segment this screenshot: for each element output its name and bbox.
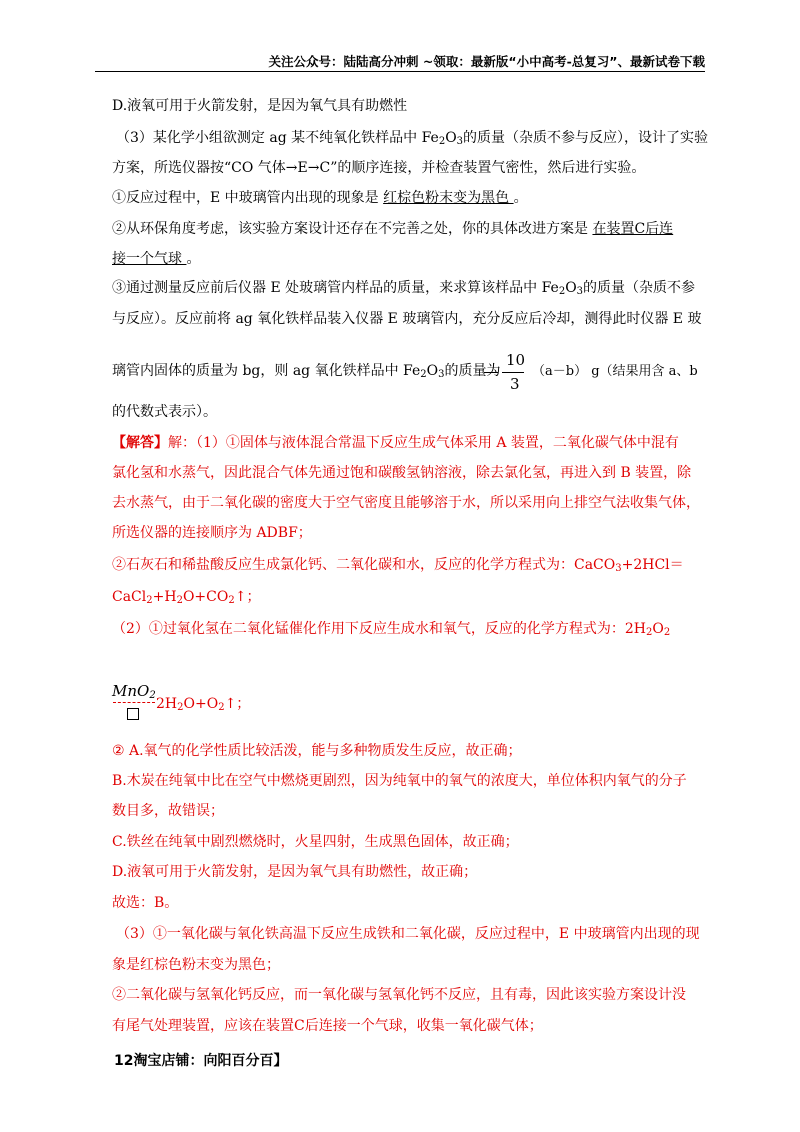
part3-line2: 方案，所选仪器按“CO 气体→E→C”的顺序连接，并检查装置气密性，然后进行实验。 (112, 160, 646, 176)
answer-b2-c: C.铁丝在纯氧中剧烈燃烧时，火星四射，生成黑色固体，故正确； (112, 834, 519, 850)
answer-b2-b2: 数目多，故错误； (112, 803, 224, 819)
q2-line2: 接一个气球 。 (112, 251, 201, 267)
answer-fraction (484, 351, 530, 399)
fraction-underline (484, 372, 498, 373)
q1-line: ①反应过程中，E 中玻璃管内出现的现象是 红棕色粉末变为黑色 。 (112, 190, 528, 206)
answer-b2-d: D.液氧可用于火箭发射，是因为氧气具有助燃性，故正确； (112, 864, 478, 880)
q2-answer-part2: 接一个气球 (112, 251, 187, 267)
page-header: 关注公众号：陆陆高分冲刺 ~领取：最新版“小中高考-总复习”、最新试卷下载 (268, 54, 705, 69)
page-footer: 12淘宝店铺：向阳百分百】 (114, 1053, 288, 1069)
answer-a2-line2: $CaCl_2+H_2O+CO_2↑$； (112, 589, 261, 606)
option-d: D.液氧可用于火箭发射，是因为氧气具有助燃性 (112, 98, 408, 114)
fraction-tail: （a－b） g（结果用含 a、b (532, 364, 698, 379)
q1-answer: 红棕色粉末变为黑色 (383, 190, 514, 206)
answer-c2-line1: ②二氧化碳与氢氧化钙反应，而一氧化碳与氢氧化钙不反应，且有毒，因此该实验方案设计没 (112, 987, 686, 1003)
header-rule (95, 71, 705, 72)
answer-b2-b1: B.木炭在纯氧中比在空气中燃烧更剧烈，因为纯氧中的氧气的浓度大，单位体积内氧气的分子 (112, 773, 687, 789)
condition-box-icon (127, 708, 139, 720)
q2-answer-part1: 在装置C后连 (592, 221, 674, 237)
answer-label: 【解答】 (112, 435, 168, 451)
q3-line1: ③通过测量反应前后仪器 E 处玻璃管内样品的质量，来求算该样品中 $Fe_2O_3$的质量（杂质不参 (112, 280, 696, 297)
equation-products: $2H_2O+O_2↑$； (156, 696, 251, 713)
q3-line4: 的代数式表示）。 (112, 404, 217, 420)
fraction-numerator: 10 (506, 351, 526, 369)
part3-line1: （3）某化学小组欲测定 ag 某不纯氧化铁样品中 $Fe_2O_3$的质量（杂质不参与反应），设计了实验 (116, 130, 709, 147)
answer-c1-line1: （3）①一氧化碳与氧化铁高温下反应生成铁和二氧化碳，反应过程中，E 中玻璃管内出现的现 (116, 926, 700, 942)
q3-line2: 与反应）。反应前将 ag 氧化铁样品装入仪器 E 玻璃管内，充分反应后冷却，测得此时仪器 E 玻 (112, 311, 702, 327)
fraction-bar (502, 372, 524, 373)
answer-b1-line1: （2）①过氧化氢在二氧化锰催化作用下反应生成水和氧气，反应的化学方程式为：$2H_2O_2$ (112, 621, 671, 638)
answer-c1-line2: 象是红棕色粉末变为黑色； (112, 957, 280, 973)
q3-line3: 璃管内固体的质量为 bg，则 ag 氧化铁样品中 $Fe_2O_3$的质量为 (112, 363, 501, 380)
answer-c2-line2: 有尾气处理装置，应该在装置C后连接一个气球，收集一氧化碳气体； (112, 1018, 543, 1034)
catalyst-label: MnO$_2$ (112, 682, 156, 701)
answer-a1-line4: 所选仪器的连接顺序为 ADBF； (112, 525, 312, 541)
q2-line1: ②从环保角度考虑，该实验方案设计还存在不完善之处，你的具体改进方案是 在装置C后连 (112, 221, 674, 237)
answer-b2-a: ② A.氧气的化学性质比较活泼，能与多种物质发生反应，故正确； (112, 743, 522, 759)
fraction-denominator: 3 (510, 375, 520, 393)
answer-a1-line1: 【解答】解：（1）①固体与液体混合常温下反应生成气体采用 A 装置，二氧化碳气体中混有 (112, 435, 679, 451)
answer-a1-line3: 去水蒸气，由于二氧化碳的密度大于空气密度且能够溶于水，所以采用向上排空气法收集气体， (112, 495, 700, 511)
reaction-arrow-line (113, 702, 155, 703)
answer-a1-line2: 氯化氢和水蒸气，因此混合气体先通过饱和碳酸氢钠溶液，除去氯化氢，再进入到 B 装置，除 (112, 465, 692, 481)
answer-a2-line1: ②石灰石和稀盐酸反应生成氯化钙、二氧化碳和水，反应的化学方程式为：CaCO$_3$+2HCl＝ (112, 557, 684, 574)
answer-b2-selection: 故选：B。 (112, 895, 179, 911)
